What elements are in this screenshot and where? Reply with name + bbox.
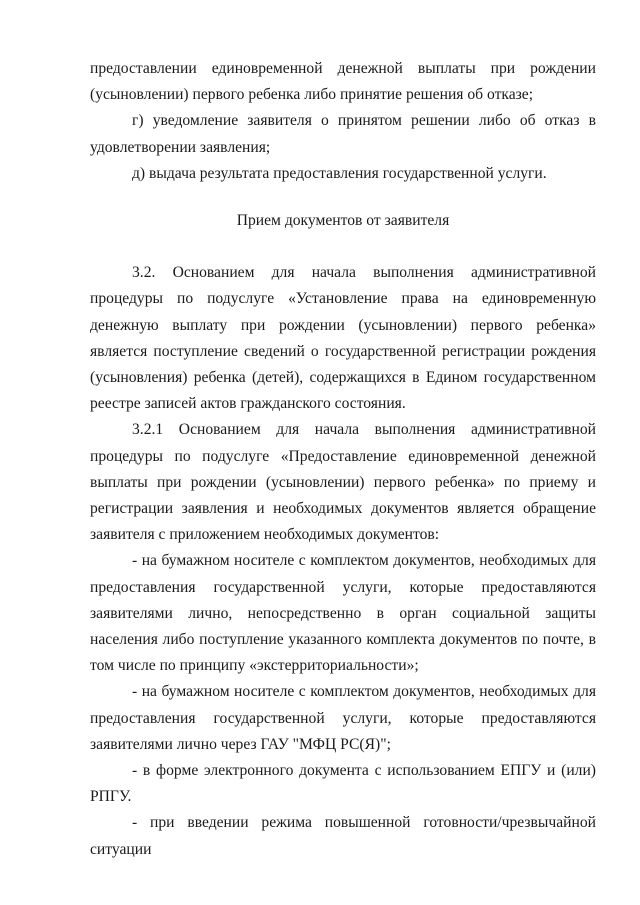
list-item-paper-direct: - на бумажном носителе с комплектом документов, необходимых для предоставления государственной услуги, которые предоставляются заявителями лично, непосредственно в орган социальной защиты населения либо поступление указанного комплекта документов по почте, в том числе по принципу «экстерриториальности»; bbox=[90, 552, 596, 675]
paragraph-continuation: предоставлении единовременной денежной выплаты при рождении (усыновлении) первого ребенка либо принятие решения об отказе; bbox=[90, 60, 596, 104]
document-page bbox=[90, 56, 596, 863]
paragraph-3-2: 3.2. Основанием для начала выполнения административной процедуры по подуслуге «Установление права на единовременную денежную выплату при рождении (усыновлении) первого ребенка» является поступление сведений о государственной регистрации рождения (усыновления) ребенка (детей), содержащихся в Едином государственном реестре записей актов гражданского состояния. bbox=[90, 264, 596, 413]
list-item-electronic: - в форме электронного документа с использованием ЕПГУ и (или) РПГУ. bbox=[90, 762, 596, 806]
list-item-emergency: - при введении режима повышенной готовности/чрезвычайной ситуации bbox=[90, 814, 596, 858]
list-item-paper-mfc: - на бумажном носителе с комплектом документов, необходимых для предоставления государственной услуги, которые предоставляются заявителями лично через ГАУ "МФЦ РС(Я)"; bbox=[90, 683, 596, 753]
paragraph-item-g: г) уведомление заявителя о принятом решении либо об отказ в удовлетворении заявления; bbox=[90, 112, 596, 156]
section-heading: Прием документов от заявителя bbox=[236, 212, 450, 230]
paragraph-item-d: д) выдача результата предоставления государственной услуги. bbox=[132, 164, 547, 182]
paragraph-3-2-1: 3.2.1 Основанием для начала выполнения административной процедуры по подуслуге «Предоставление единовременной денежной выплаты при рождении (усыновлении) первого ребенка» по приему и регистрации заявления и необходимых документов является обращение заявителя с приложением необходимых документов: bbox=[90, 421, 596, 544]
